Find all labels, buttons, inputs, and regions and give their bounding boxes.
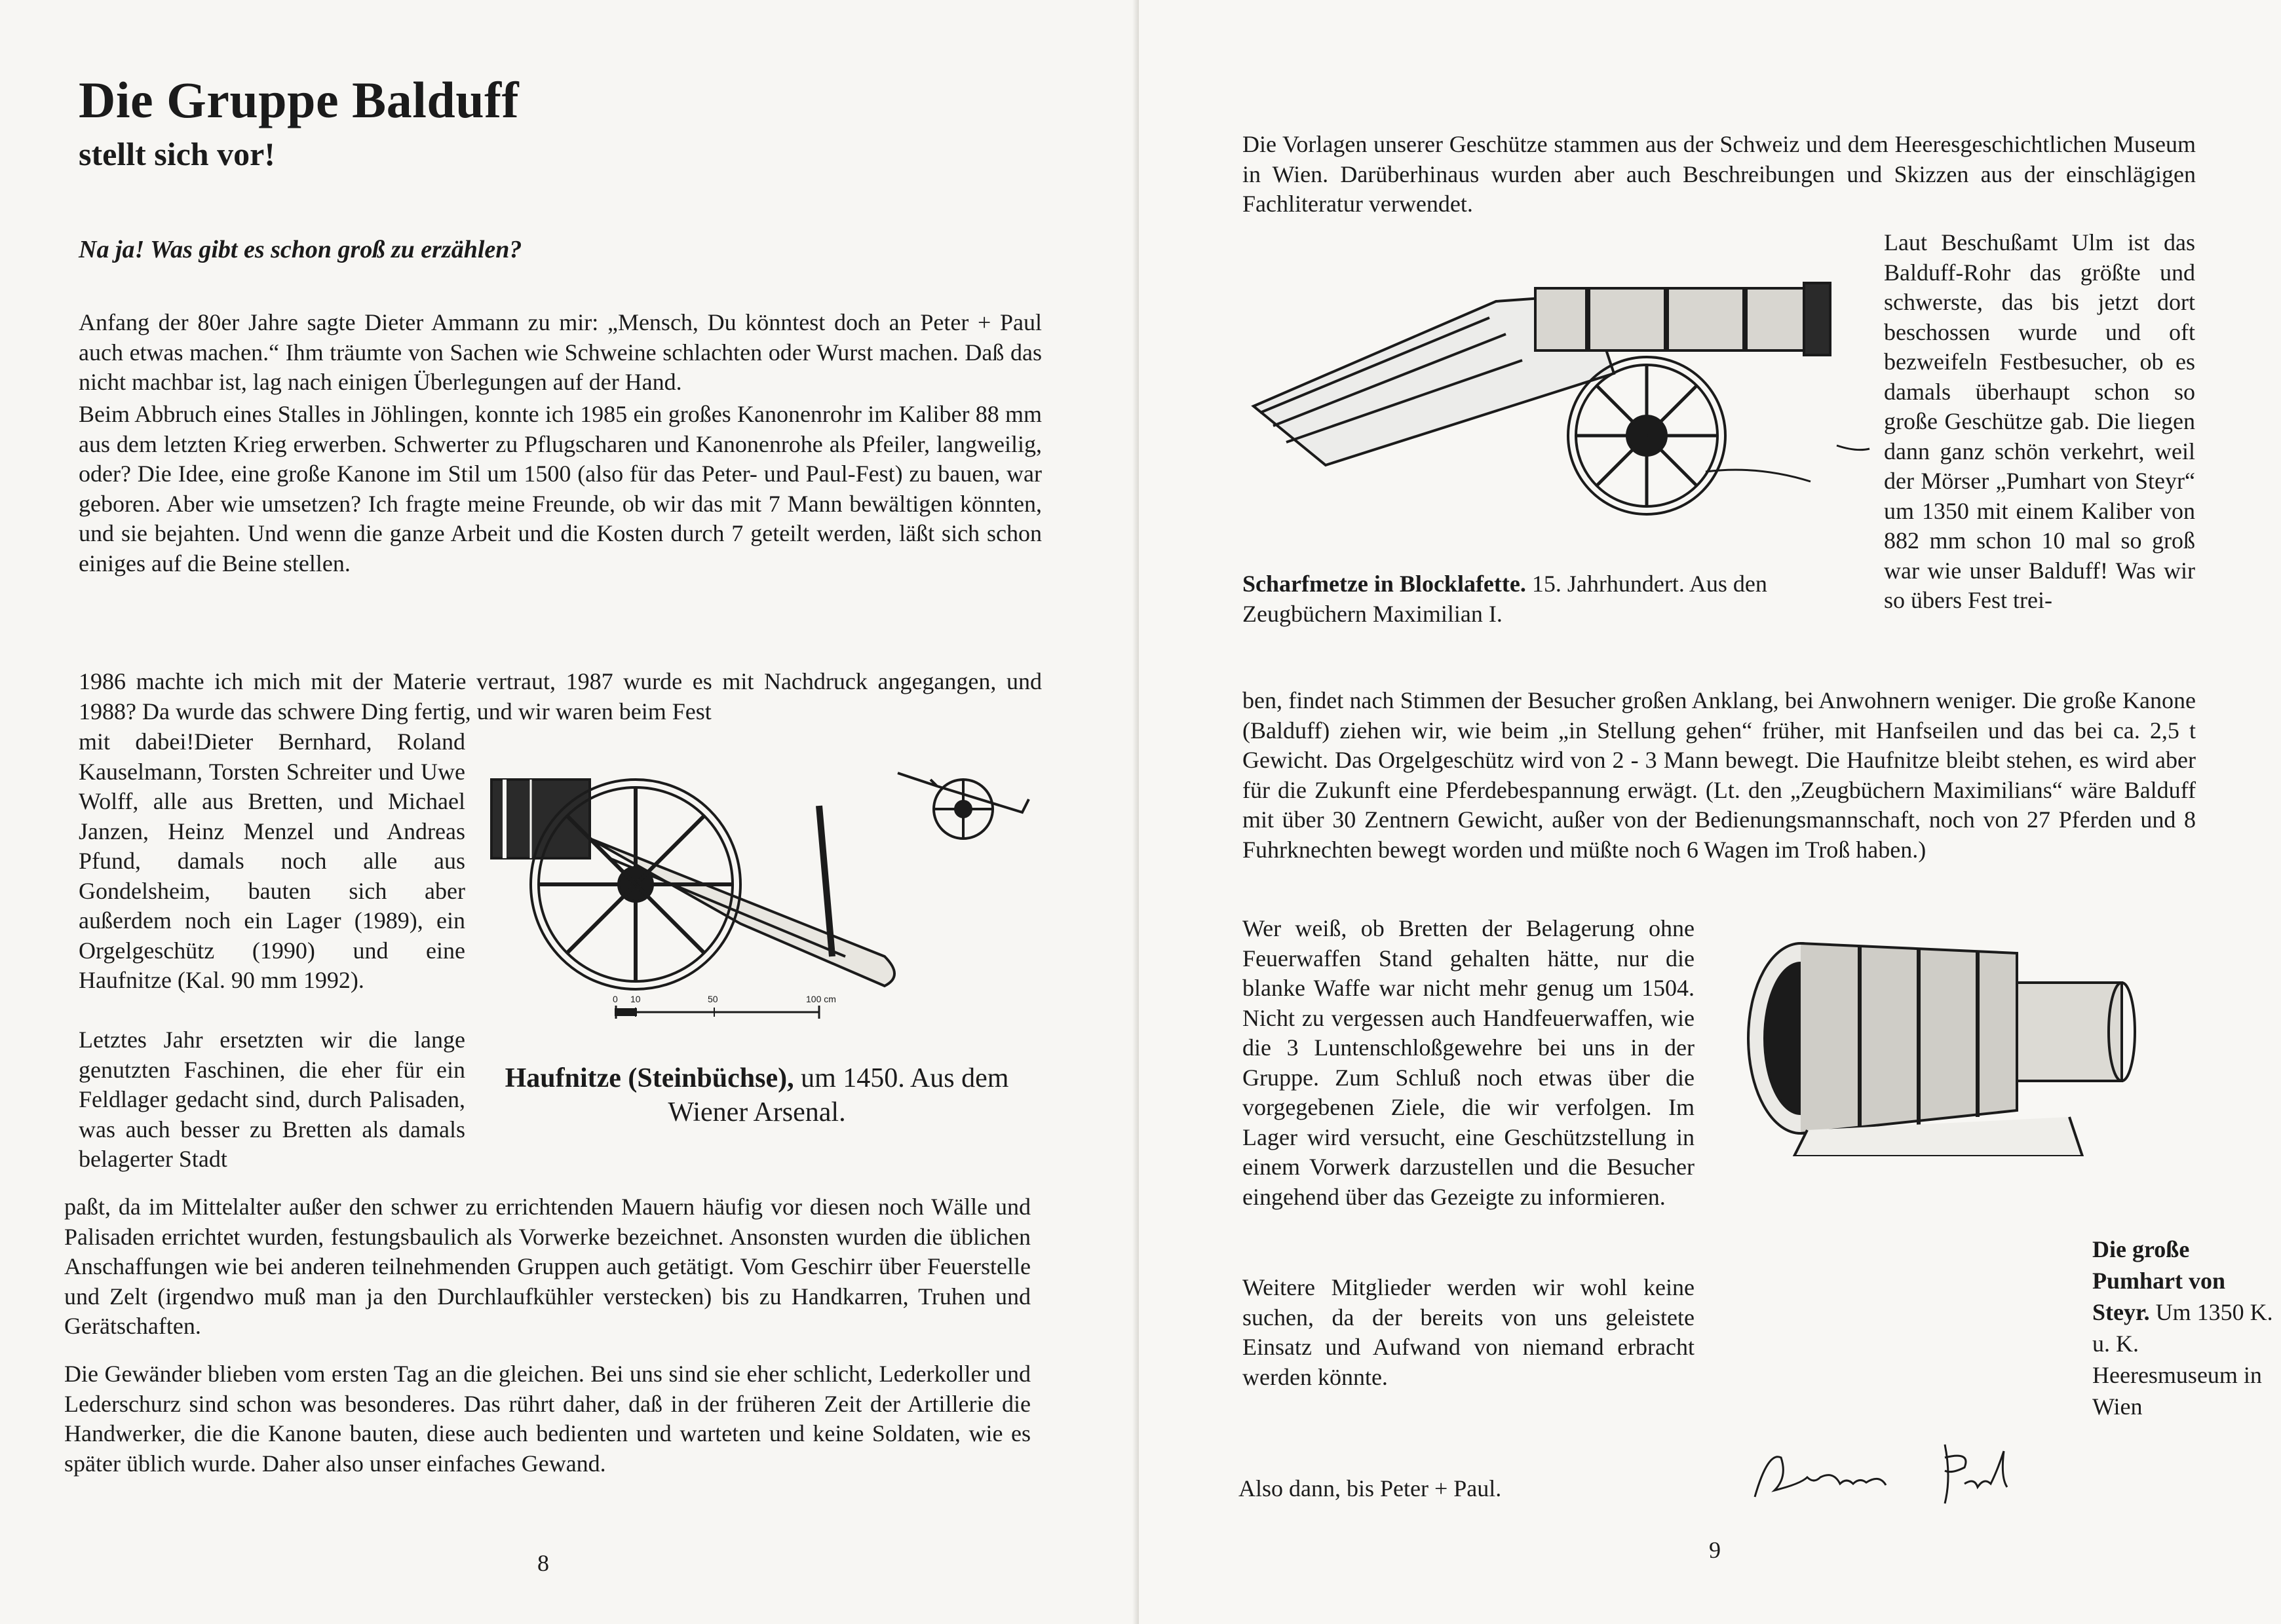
left-para-4-narrow: Letztes Jahr ersetzten wir die lange genutzten Faschinen, die eher für ein Feldlager gedacht sind, durch Palisaden, was auch besser zu Bretten als damals belagerter Stadt (79, 1027, 465, 1172)
signature (1748, 1438, 2023, 1510)
pumhart-caption-text: Um 1350 K. u. K. Heeresmuseum in Wien (2092, 1299, 2273, 1420)
scharfmetze-caption-bold: Scharfmetze in Blocklafette. (1242, 571, 1526, 597)
scale-label-0: 0 (613, 994, 618, 1004)
haufnitze-caption-text: um 1450. Aus dem Wiener Arsenal. (668, 1063, 1009, 1127)
scale-label-50: 50 (708, 994, 718, 1004)
intro-question: Na ja! Was gibt es schon groß zu erzählen? (79, 236, 522, 263)
right-para-2-full: ben, findet nach Stimmen der Besucher großen Anklang, bei Anwohnern weniger. Die große Kanone (Balduff) ziehen wir, wie beim „in Stellung gehen“ früher, mit Hanfseilen und das bei ca. 2,5 t Gewicht. Das Orgelgeschütz wird von 2 - 3 Mann bewegt. Die Haufnitze bleibt stehen, es wird aber für die Zukunft eine Pferdebespannung erwägt. (Lt. den „Zeugbüchern Maximilians“ wäre Balduff mit über 30 Zentnern Gewicht, außer von der Bedienungsmannschaft, noch von 27 Pferden und 8 Fuhrknechten bewegt worden und müßte noch 6 Wagen im Troß haben.) (1242, 687, 2196, 863)
right-para-3-narrow: Wer weiß, ob Bretten der Belagerung ohne Feuerwaffen Stand gehalten hätte, nur die blanke Waffe war nicht mehr genug um 1504. Nicht zu vergessen auch Handfeuerwaffen, wie die 3 Luntenschloßgewehre bei uns in der Gruppe. Zum Schluß noch etwas über die vorgegebenen Ziele, die wir verfolgen. Im Lager wird versucht, eine Geschützstellung in einem Vorwerk darzustellen und die Besucher eingehend über das Gezeigte zu informieren. (1242, 915, 1695, 1210)
scharfmetze-illustration (1247, 255, 1902, 531)
left-page (0, 0, 1139, 1624)
article-title: Die Gruppe Balduff (79, 71, 520, 128)
scharfmetze-caption (1242, 569, 1885, 629)
right-para-2-narrow: Laut Beschußamt Ulm ist das Balduff-Rohr das größte und schwerste, das bis jetzt dort beschossen wurde und oft bezweifeln Festbesucher, ob es damals überhaupt schon so große Geschütze gab. Die liegen dann ganz schön verkehrt, weil der Mörser „Pumhart von Steyr“ um 1350 mit einem Kaliber von 882 mm schon 10 mal so groß war wie unser Balduff! Was wir so übers Fest trei- (1884, 229, 2195, 613)
scharfmetze-caption-text: 15. Jahrhundert. Aus den Zeugbüchern Maximilian I. (1242, 571, 1767, 627)
page-number-left: 8 (537, 1550, 549, 1576)
closing-line: Also dann, bis Peter + Paul. (1238, 1475, 1502, 1501)
right-para-1: Die Vorlagen unserer Geschütze stammen aus der Schweiz und dem Heeresgeschichtlichen Museum in Wien. Darüberhinaus wurden aber auch Beschreibungen und Skizzen aus der einschlägigen Fachliteratur verwendet. (1242, 131, 2196, 217)
pumhart-caption (2092, 1234, 2276, 1422)
right-para-4-narrow: Weitere Mitglieder werden wir wohl keine suchen, da der bereits von uns geleistete Einsatz und Aufwand von niemand erbracht werden könnte. (1242, 1274, 1695, 1390)
pumhart-caption-bold: Die große Pumhart von Steyr. (2092, 1236, 2226, 1325)
haufnitze-illustration (478, 760, 1042, 1035)
left-para-1: Anfang der 80er Jahre sagte Dieter Ammann zu mir: „Mensch, Du könntest doch an Peter + Paul auch etwas machen.“ Ihm träumte von Sachen wie Schweine schlachten oder Wurst machen. Daß das nicht machbar ist, lag nach einigen Überlegungen auf der Hand. (79, 309, 1042, 395)
left-para-5: Die Gewänder blieben vom ersten Tag an die gleichen. Bei uns sind sie eher schlicht, Lederkoller und Lederschurz sind schon was besonderes. Das rührt daher, daß in der früheren Zeit der Artillerie die Handwerker, die die Kanone bauten, diese auch bedienten und warteten und keine Soldaten, wie es später üblich wurde. Daher also unser einfaches Gewand. (64, 1361, 1031, 1477)
left-para-4-full: paßt, da im Mittelalter außer den schwer zu errichtenden Mauern häufig vor diesen noch Wälle und Palisaden errichtet wurden, festungsbaulich als Vorwerke bezeichnet. Ansonsten wurden die üblichen Anschaffungen wie bei anderen teilnehmenden Gruppen auch getätigt. Vom Geschirr über Feuerstelle und Zelt (irgendwo muß man ja den Durchlaufkühler verstecken) bis zu Handkarren, Truhen und Gerätschaften. (64, 1194, 1031, 1339)
right-page (1139, 0, 2281, 1624)
scale-label-10: 10 (630, 994, 641, 1004)
haufnitze-caption (482, 1061, 1032, 1129)
page-number-right: 9 (1709, 1537, 1721, 1563)
left-para-3-full: 1986 machte ich mich mit der Materie vertraut, 1987 wurde es mit Nachdruck angegangen, und 1988? Da wurde das schwere Ding fertig, und wir waren beim Fest (79, 668, 1042, 725)
scale-label-100: 100 cm (806, 994, 836, 1004)
haufnitze-caption-bold: Haufnitze (Steinbüchse), (505, 1063, 794, 1093)
article-subtitle: stellt sich vor! (79, 136, 275, 172)
left-para-2: Beim Abbruch eines Stalles in Jöhlingen, konnte ich 1985 ein großes Kanonenrohr im Kaliber 88 mm aus dem letzten Krieg erwerben. Schwerter zu Pflugscharen und Kanonenrohe als Pfeiler, langweilig, oder? Die Idee, eine große Kanone im Stil um 1500 (also für das Peter- und Paul-Fest) zu bauen, war geboren. Aber wie umsetzen? Ich fragte meine Freunde, ob wir das mit 7 Mann bewältigen könnten, und sie bejahten. Und wenn die ganze Arbeit und die Kosten durch 7 geteilt werden, läßt sich schon einiges auf die Beine stellen. (79, 401, 1042, 576)
pumhart-illustration (1729, 920, 2148, 1156)
left-para-3-narrow: mit dabei!Dieter Bernhard, Roland Kauselmann, Torsten Schreiter und Uwe Wolff, alle aus Bretten, und Michael Janzen, Heinz Menzel und Andreas Pfund, damals noch alle aus Gondelsheim, bauten sich aber außerdem noch ein Lager (1989), ein Orgelgeschütz (1990) und eine Haufnitze (Kal. 90 mm 1992). (79, 728, 465, 993)
